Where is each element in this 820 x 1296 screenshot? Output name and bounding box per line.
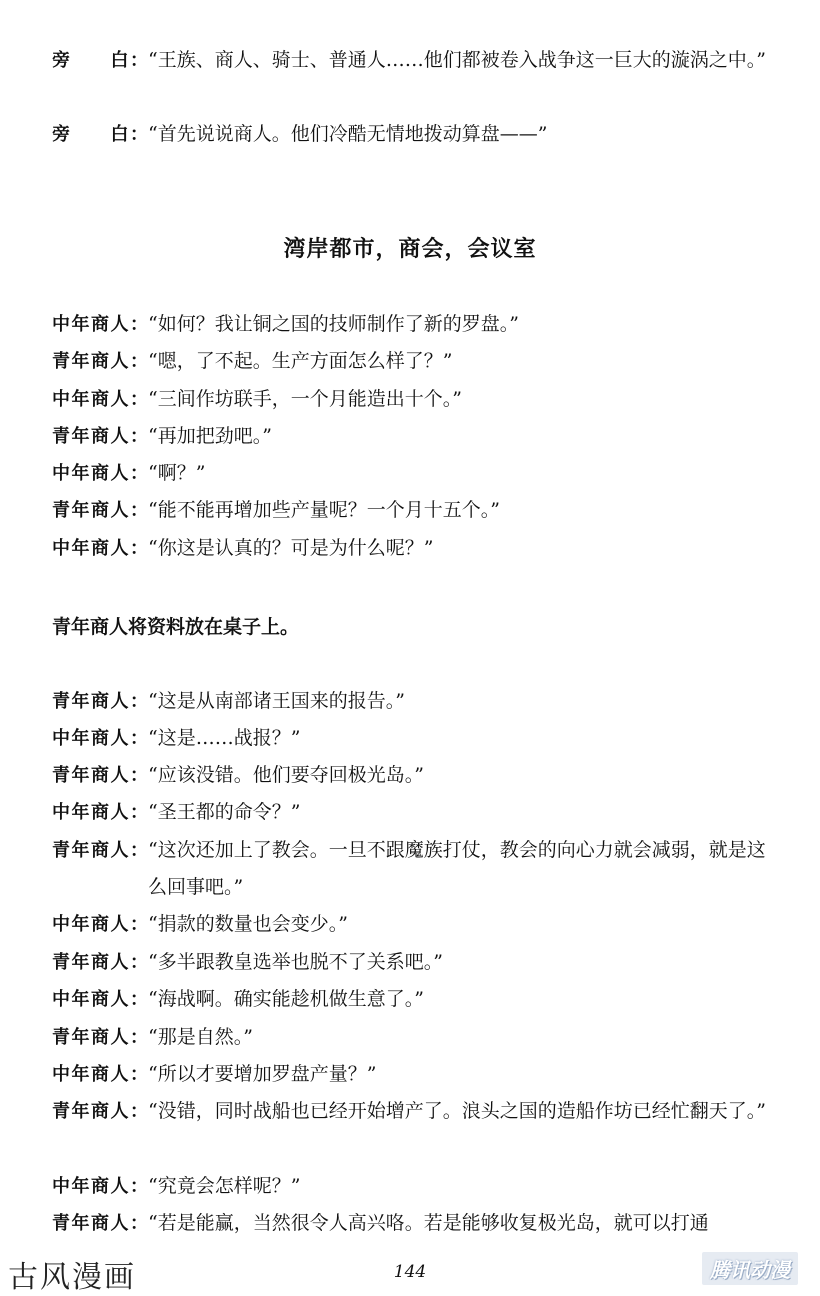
speaker-label: 中年商人： [52,463,148,484]
dialogue-line [52,1205,782,1242]
speaker-label: 中年商人： [52,389,148,410]
dialogue-line [52,530,782,567]
line-text: “圣王都的命令？” [148,801,301,823]
line-text: “这次还加上了教会。一旦不跟魔族打仗，教会的向心力就会减弱，就是这么回事吧。” [148,839,766,898]
line-text: “啊？” [148,462,206,484]
line-text: “若是能赢，当然很令人高兴咯。若是能够收复极光岛，就可以打通 [148,1212,709,1234]
speaker-label: 中年商人： [52,1176,148,1197]
dialogue-line [52,381,782,418]
watermark-logo-right: 腾讯动漫 [702,1252,798,1285]
dialogue-line [52,794,782,831]
speaker-label: 中年商人： [52,989,148,1010]
speaker-label: 青年商人： [52,765,148,786]
line-text: “所以才要增加罗盘产量？” [148,1063,377,1085]
dialogue-line [52,981,782,1018]
dialogue-line [52,720,782,757]
speaker-label: 中年商人： [52,314,148,335]
dialogue-line [52,944,782,981]
speaker-label: 中年商人： [52,802,148,823]
narration-line [52,116,782,153]
dialogue-line [52,1168,782,1205]
speaker-label: 旁 白： [52,124,148,145]
dialogue-line [52,832,782,906]
line-text: “那是自然。” [148,1026,253,1048]
speaker-label: 青年商人： [52,1101,148,1122]
speaker-label: 旁 白： [52,50,148,71]
line-text: “究竟会怎样呢？” [148,1175,301,1197]
line-text: “没错，同时战船也已经开始增产了。浪头之国的造船作坊已经忙翻天了。” [148,1100,766,1122]
dialogue-line [52,1093,782,1130]
line-text: “这是……战报？” [148,727,301,749]
line-text: “如何？我让铜之国的技师制作了新的罗盘。” [148,313,519,335]
speaker-label: 青年商人： [52,840,148,861]
line-text: “应该没错。他们要夺回极光岛。” [148,764,424,786]
scene-heading: 湾岸都市，商会，会议室 [283,237,537,262]
dialogue-line [52,1056,782,1093]
line-text: “王族、商人、骑士、普通人……他们都被卷入战争这一巨大的漩涡之中。” [148,49,766,71]
speaker-label: 青年商人： [52,952,148,973]
dialogue-line [52,306,782,343]
line-text: “嗯，了不起。生产方面怎么样了？” [148,350,453,372]
line-text: “这是从南部诸王国来的报告。” [148,690,405,712]
speaker-label: 青年商人： [52,691,148,712]
narration-line [52,42,782,79]
line-text: “能不能再增加些产量呢？一个月十五个。” [148,499,500,521]
speaker-label: 中年商人： [52,728,148,749]
dialogue-line [52,343,782,380]
speaker-label: 青年商人： [52,500,148,521]
dialogue-line [52,455,782,492]
line-text: “你这是认真的？可是为什么呢？” [148,537,434,559]
page-number: 144 [393,1262,427,1282]
dialogue-line [52,683,782,720]
stage-direction: 青年商人将资料放在桌子上。 [52,616,300,638]
line-text: “首先说说商人。他们冷酷无情地拨动算盘——” [148,123,548,145]
line-text: “捐款的数量也会变少。” [148,913,348,935]
dialogue-line [52,906,782,943]
dialogue-line [52,418,782,455]
speaker-label: 中年商人： [52,1064,148,1085]
dialogue-line [52,1019,782,1056]
speaker-label: 青年商人： [52,426,148,447]
line-text: “多半跟教皇选举也脱不了关系吧。” [148,951,443,973]
line-text: “三间作坊联手，一个月能造出十个。” [148,388,462,410]
speaker-label: 中年商人： [52,914,148,935]
line-text: “海战啊。确实能趁机做生意了。” [148,988,424,1010]
dialogue-line [52,492,782,529]
speaker-label: 中年商人： [52,538,148,559]
speaker-label: 青年商人： [52,1213,148,1234]
speaker-label: 青年商人： [52,351,148,372]
line-text: “再加把劲吧。” [148,425,272,447]
watermark-logo-left: 古风漫画 [8,1260,136,1295]
dialogue-line [52,757,782,794]
speaker-label: 青年商人： [52,1027,148,1048]
